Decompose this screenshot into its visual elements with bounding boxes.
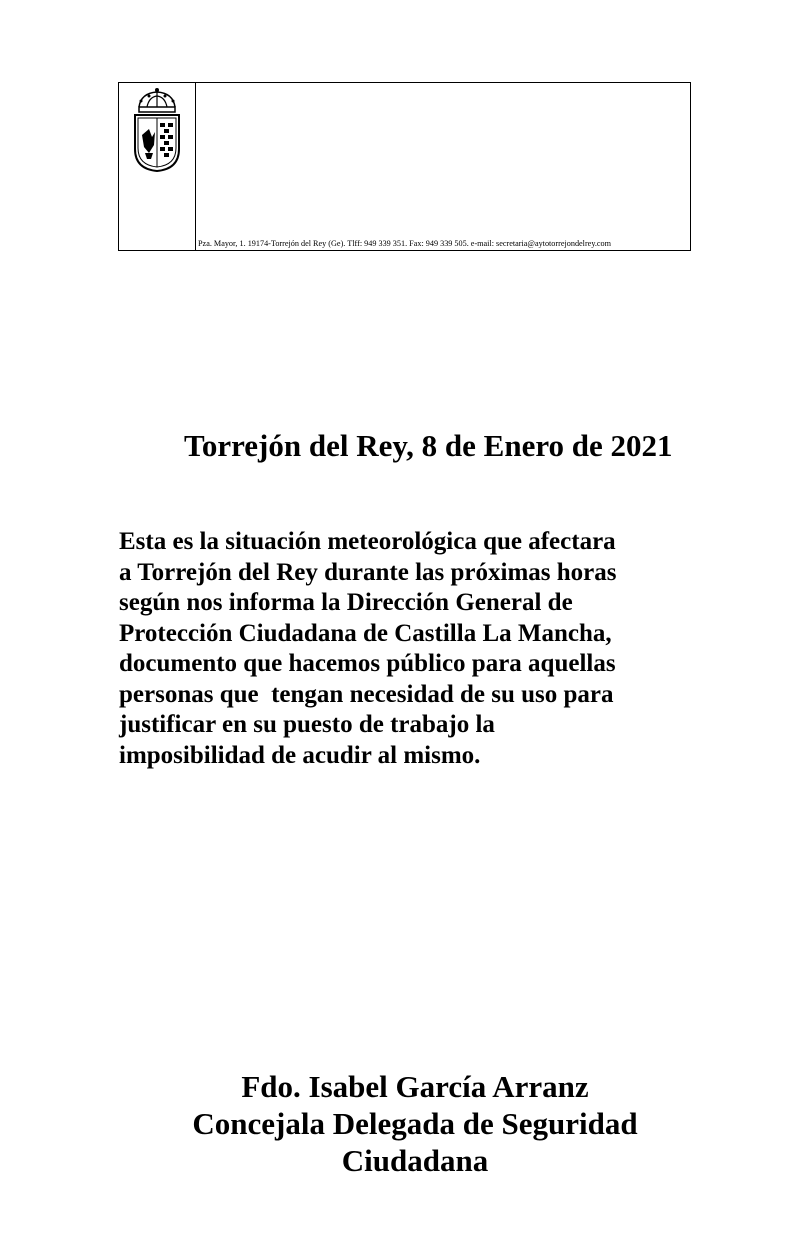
document-date-line: Torrejón del Rey, 8 de Enero de 2021 — [184, 428, 673, 463]
logo-cell — [119, 83, 196, 250]
letterhead-box — [118, 82, 691, 251]
municipal-coat-of-arms-icon — [127, 87, 187, 173]
signature-block — [0, 1068, 812, 1179]
body-line: personas que tengan necesidad de su uso para — [119, 680, 614, 708]
letterhead-address: Pza. Mayor, 1. 19174-Torrejón del Rey (Ge). Tlff: 949 339 351. Fax: 949 339 505. e-mail: secretaria@aytotorrejondelrey.com — [198, 239, 612, 248]
body-line: documento que hacemos público para aquellas — [119, 650, 616, 677]
notice-body — [119, 527, 719, 771]
signatory-title-line1: Concejala Delegada de Seguridad — [192, 1106, 638, 1141]
body-line: justificar en su puesto de trabajo la — [119, 711, 495, 738]
body-line: a Torrejón del Rey durante las próximas horas — [119, 558, 617, 586]
body-line: imposibilidad de acudir al mismo. — [119, 741, 481, 769]
body-line: Protección Ciudadana de Castilla La Mancha, — [119, 619, 612, 647]
letterhead-info-cell — [196, 83, 690, 250]
body-line: según nos informa la Dirección General de — [119, 589, 573, 616]
body-line: Esta es la situación meteorológica que afectara — [119, 528, 616, 555]
signatory-title-line2: Ciudadana — [341, 1143, 489, 1178]
signatory-name: Fdo. Isabel García Arranz — [241, 1069, 589, 1104]
